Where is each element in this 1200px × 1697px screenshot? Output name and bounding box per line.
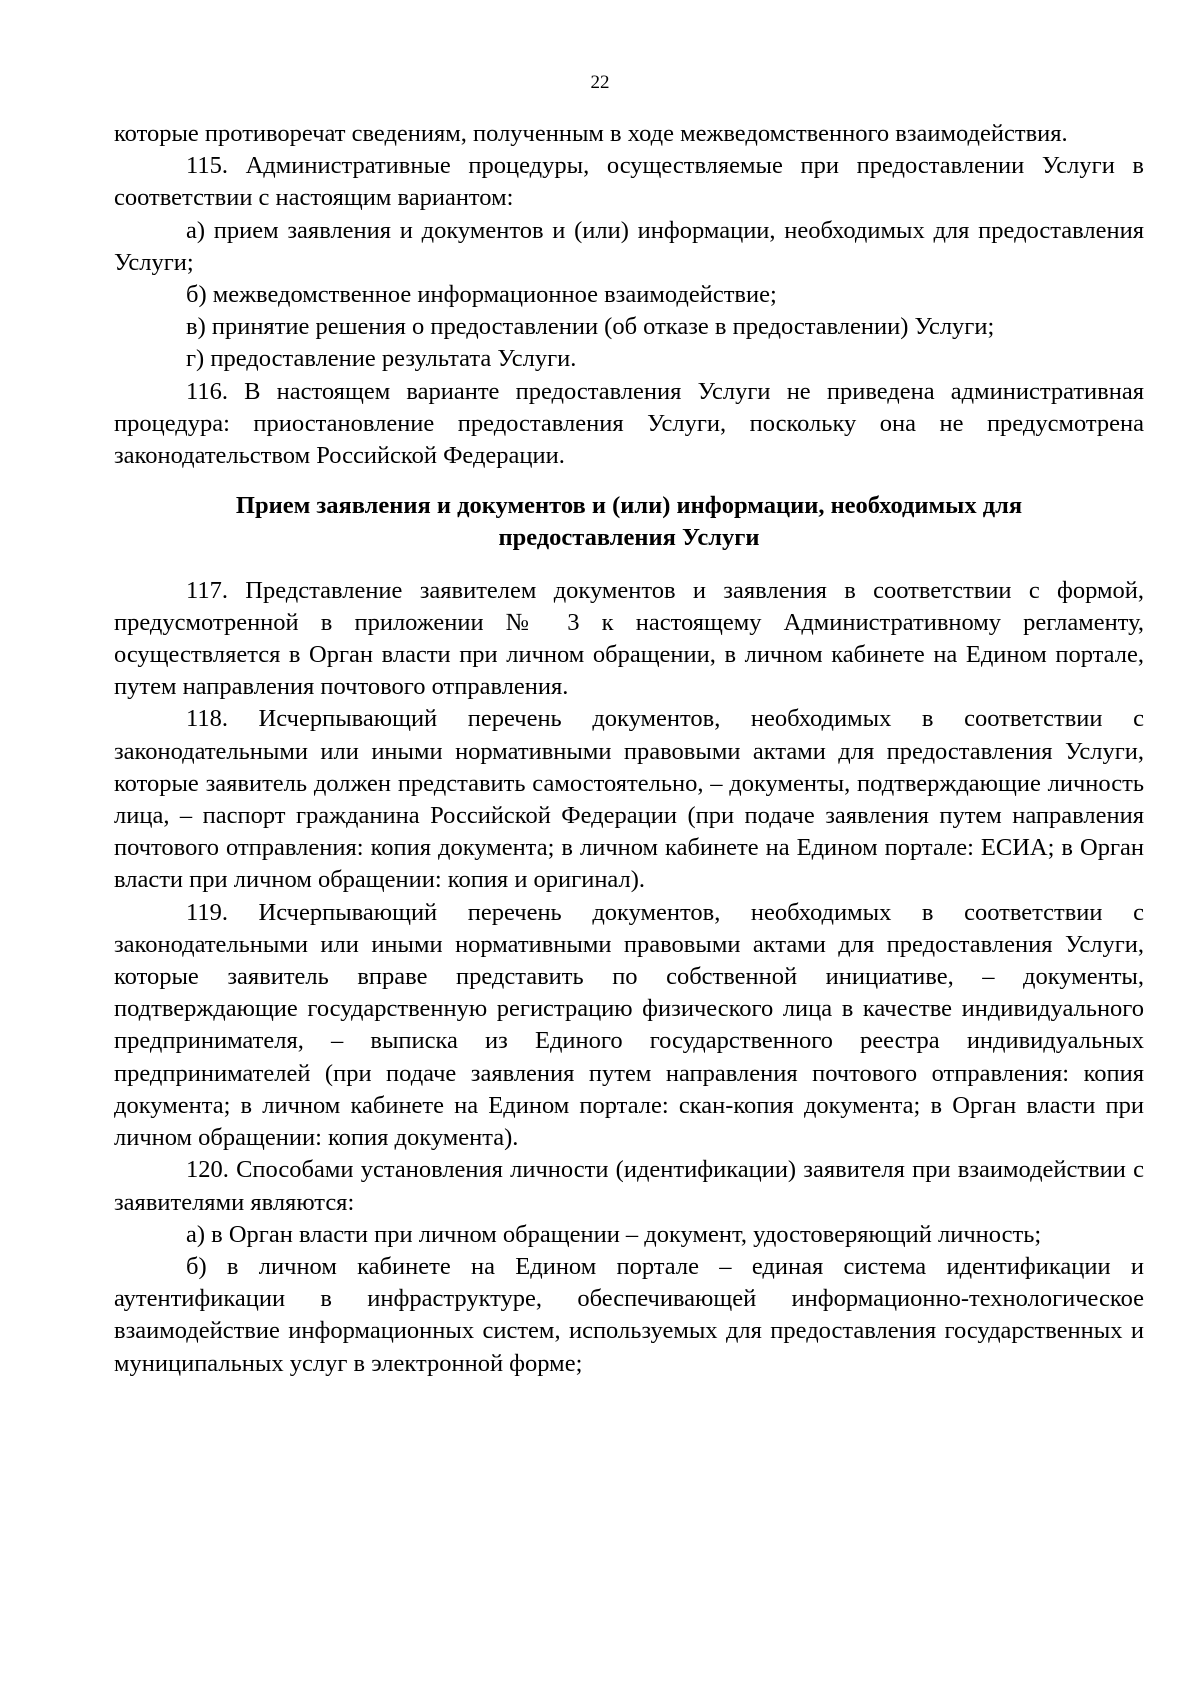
list-item-b: б) межведомственное информационное взаимодействие; <box>186 281 777 309</box>
list-item-b: б) в личном кабинете на Едином портале – единая система идентификации и аутентификации в инфраструктуре, обеспечивающей информационно-технологическое взаимодействие информационных систем, используемых для предоставления государственных и муниципальных услуг в электронной форме; <box>114 1252 1144 1377</box>
paragraph-118: 118. Исчерпывающий перечень документов, необходимых в соответствии с законодательными или иными нормативными правовыми актами для предоставления Услуги, которые заявитель должен представить самостоятельно, – документы, подтверждающие личность лица, – паспорт гражданина Российской Федерации (при подаче заявления путем направления почтового отправления: копия документа; в личном кабинете на Едином портале: ЕСИА; в Орган власти при личном обращении: копия и оригинал). <box>114 705 1144 894</box>
list-item-g: г) предоставление результата Услуги. <box>186 345 577 373</box>
paragraph-117: 117. Представление заявителем документов и заявления в соответствии с формой, предусмотренной в приложении № 3 к настоящему Административному регламенту, осуществляется в Орган власти при личном обращении, в личном кабинете на Едином портале, путем направления почтового отправления. <box>114 576 1144 701</box>
document-body <box>114 118 1144 1380</box>
paragraph-115: 115. Административные процедуры, осуществляемые при предоставлении Услуги в соответствии с настоящим вариантом: <box>114 152 1144 212</box>
list-item-v: в) принятие решения о предоставлении (об отказе в предоставлении) Услуги; <box>186 313 995 341</box>
paragraph-continuation: которые противоречат сведениям, полученным в ходе межведомственного взаимодействия. <box>114 120 1068 147</box>
section-heading: Прием заявления и документов и (или) информации, необходимых для предоставления Услуги <box>235 492 1023 552</box>
paragraph-120: 120. Способами установления личности (идентификации) заявителя при взаимодействии с заявителями являются: <box>114 1156 1144 1216</box>
paragraph-116: 116. В настоящем варианте предоставления Услуги не приведена административная процедура: приостановление предоставления Услуги, поскольку она не предусмотрена законодательством Российской Федерации. <box>114 377 1144 470</box>
list-item-a: а) в Орган власти при личном обращении – документ, удостоверяющий личность; <box>186 1220 1042 1248</box>
page-number: 22 <box>590 72 610 93</box>
paragraph-119: 119. Исчерпывающий перечень документов, необходимых в соответствии с законодательными или иными нормативными правовыми актами для предоставления Услуги, которые заявитель вправе представить по собственной инициативе, – документы, подтверждающие государственную регистрацию физического лица в качестве индивидуального предпринимателя, – выписка из Единого государственного реестра индивидуальных предпринимателей (при подаче заявления путем направления почтового отправления: копия документа; в личном кабинете на Едином портале: скан-копия документа; в Орган власти при личном обращении: копия документа). <box>114 898 1144 1152</box>
list-item-a: а) прием заявления и документов и (или) информации, необходимых для предоставления Услуги; <box>114 216 1144 276</box>
